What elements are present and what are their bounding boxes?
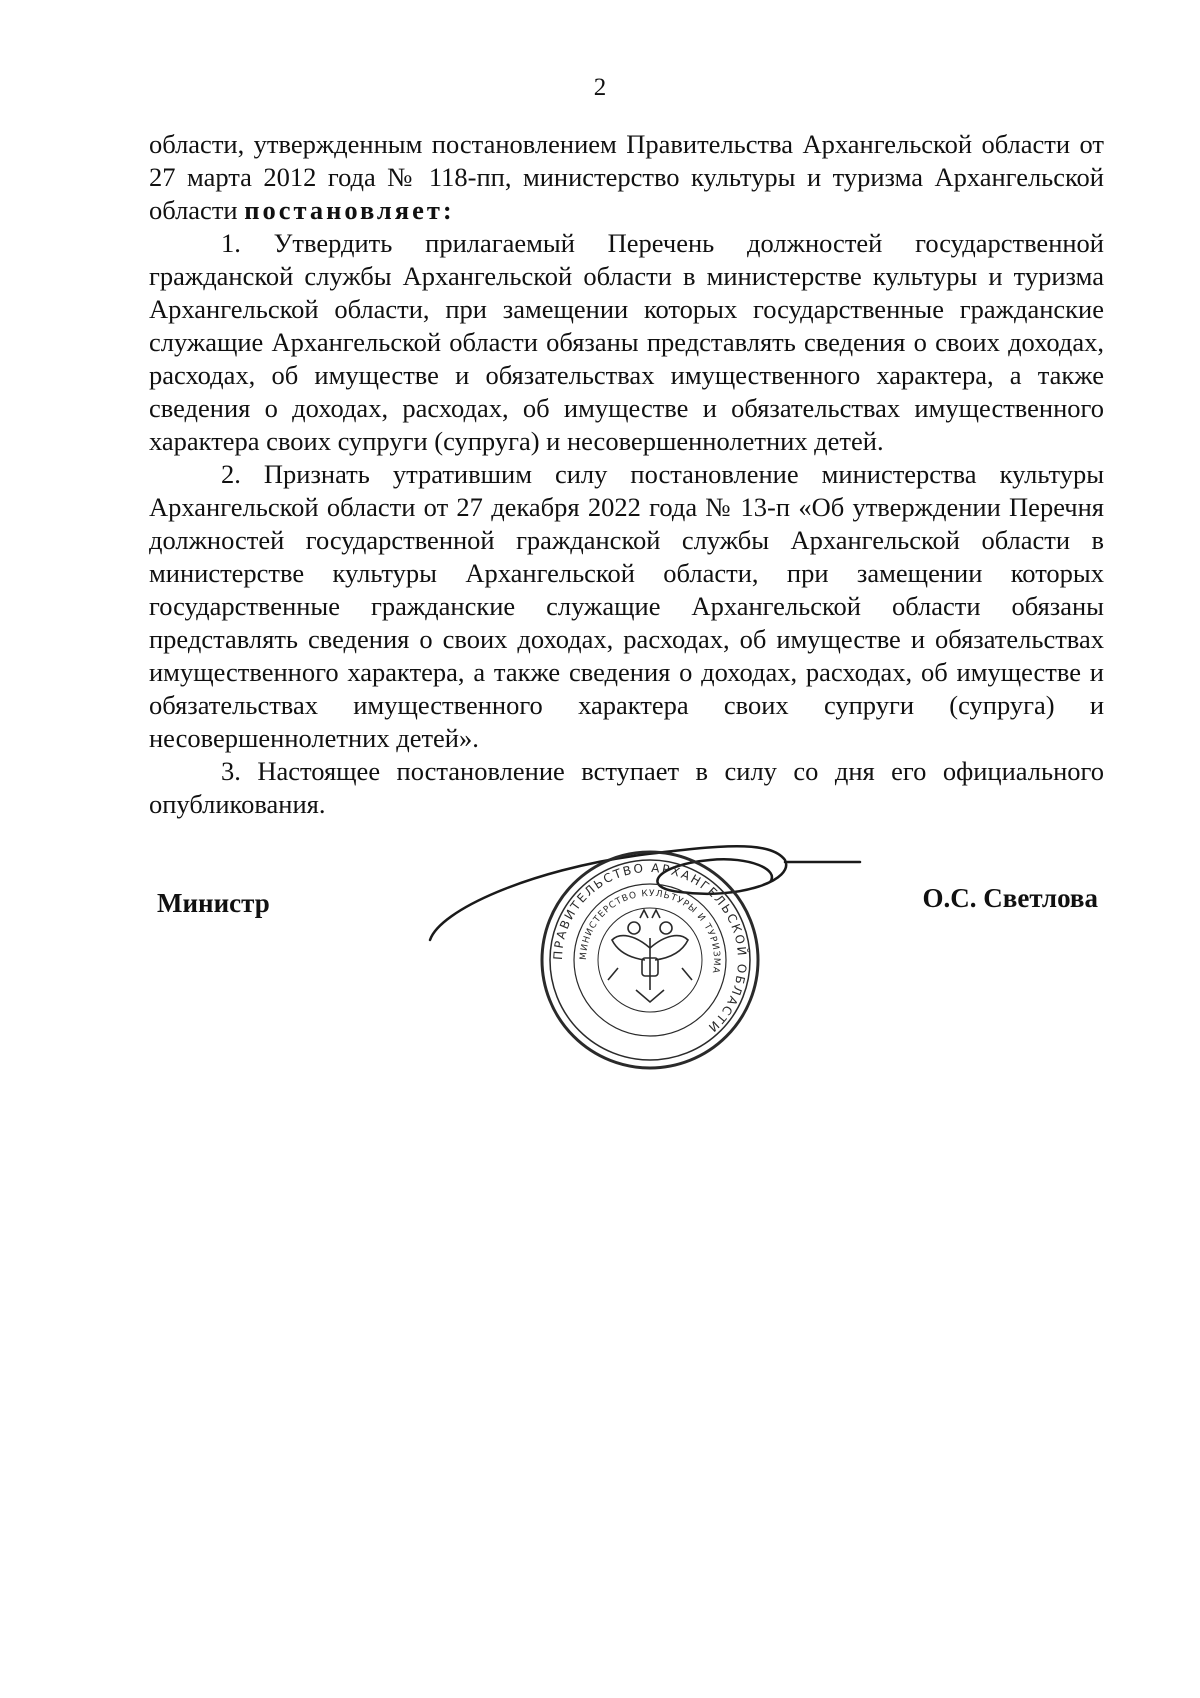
resolution-keyword: постановляет: xyxy=(244,195,455,225)
signatory-name: О.С. Светлова xyxy=(922,883,1098,913)
page-number: 2 xyxy=(593,74,607,101)
item-3-paragraph: 3. Настоящее постановление вступает в силу со дня его официального опубликования. xyxy=(149,756,1104,819)
document-body xyxy=(149,128,1104,821)
signatory-title: Министр xyxy=(157,888,270,918)
seal-outer-text: ПРАВИТЕЛЬСТВО АРХАНГЕЛЬСКОЙ ОБЛАСТИ xyxy=(550,860,750,1036)
signature-and-seal xyxy=(440,840,870,1120)
seal-inner-text: МИНИСТЕРСТВО КУЛЬТУРЫ И ТУРИЗМА xyxy=(578,888,722,975)
item-2-paragraph: 2. Признать утратившим силу постановление министерства культуры Архангельской области от 27 декабря 2022 года № 13-п «Об утверждении Перечня должностей государственной гражданской службы Архангельской области в министерстве культуры Архангельской области, при замещении которых государственные гражданские служащие Архангельской области обязаны представлять сведения о своих доходах, расходах, об имуществе и обязательствах имущественного характера, а также сведения о доходах, расходах, об имуществе и обязательствах имущественного характера своих супруги (супруга) и несовершеннолетних детей». xyxy=(149,459,1104,753)
item-1-paragraph: 1. Утвердить прилагаемый Перечень должностей государственной гражданской службы Архангельской области в министерстве культуры и туризма Архангельской области, при замещении которых государственные гражданские служащие Архангельской области обязаны представлять сведения о своих доходах, расходах, об имуществе и обязательствах имущественного характера, а также сведения о доходах, расходах, об имуществе и обязательствах имущественного характера своих супруги (супруга) и несовершеннолетних детей. xyxy=(149,228,1104,456)
intro-text: области, утвержденным постановлением Правительства Архангельской области от 27 марта 2012 года № 118-пп, министерство культуры и туризма Архангельской области xyxy=(149,129,1104,225)
intro-paragraph xyxy=(149,128,1104,227)
coat-of-arms-eagle-icon xyxy=(608,910,692,1002)
official-seal-graphic xyxy=(440,840,870,1120)
